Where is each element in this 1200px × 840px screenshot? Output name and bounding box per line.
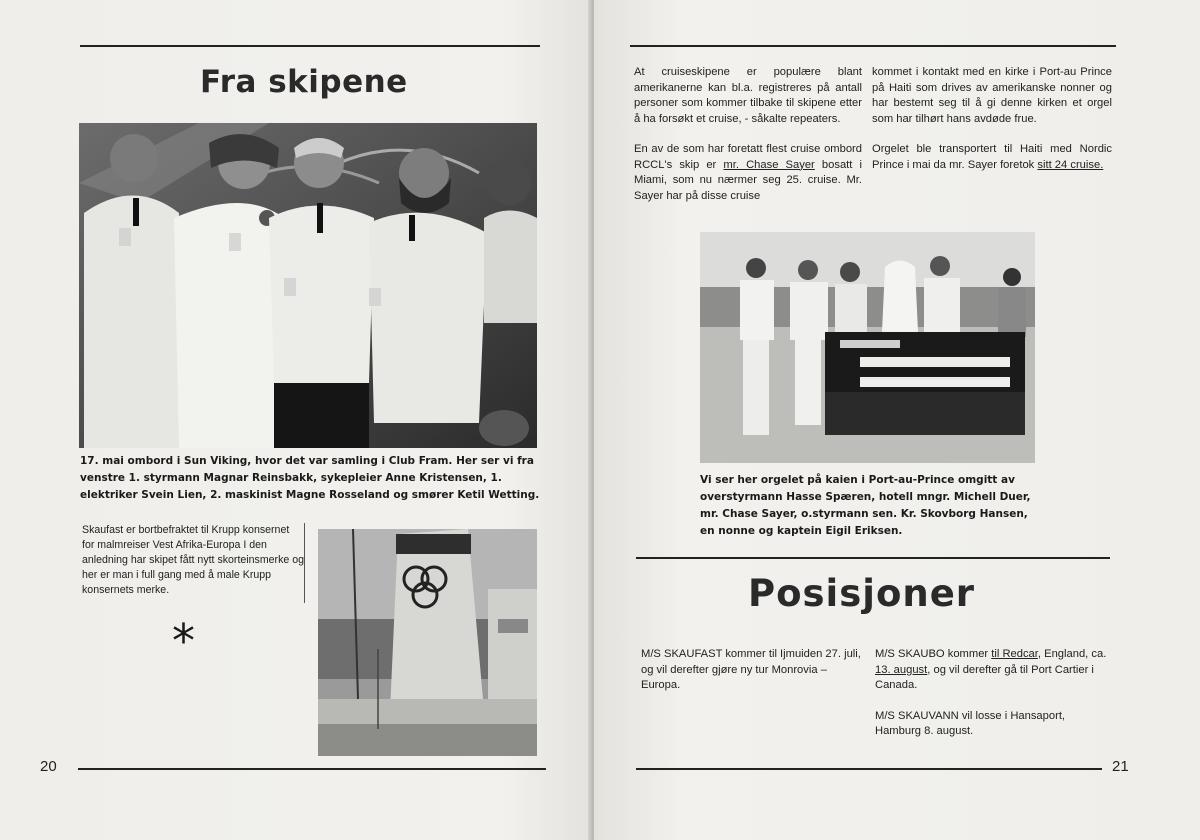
organ-quay-image [700,232,1035,463]
party-photo-caption: 17. mai ombord i Sun Viking, hvor det var samling i Club Fram. Her ser vi fra venstre 1. styrmann Magnar Reinsbakk, sykepleier Anne Kristensen, 1. elektriker Svein Lien, 2. maskinist Magne Rosseland og smører Ketil Wetting. [80,455,540,501]
article-paragraph-4 [872,142,1112,173]
position-skauvann: M/S SKAUVANN vil losse i Hansaport, Hamburg 8. august. [875,709,1066,737]
underlined-redcar: til Redcar [991,648,1038,660]
article-paragraph-3: kommet i kontakt med en kirke i Port-au Prince på Haiti som drives av amerikanske nonner og har bestemt seg til å gi denne kirken et orgel som har tilhørt hans avdøde frue. [872,66,1112,125]
page-number-right: 21 [1112,758,1129,775]
skaubo-text-c: , og vil derefter gå til Port Cartier i Canada. [875,663,1094,691]
ship-funnel-image [318,529,537,756]
paragraph-2-text-b: bosatt i Miami, som nu nærmer seg 25. cruise. Mr. Sayer har på disse cruise [634,158,862,202]
skaubo-text-a: M/S SKAUBO kommer [875,648,992,660]
underlined-cruise: sitt 24 cruise. [1037,158,1104,171]
top-rule-right [630,45,1116,47]
positions-column-2 [875,647,1113,740]
underlined-name: mr. Chase Sayer [723,158,815,171]
right-page [594,0,1200,840]
bottom-rule-right [636,768,1102,770]
party-group-photo [79,123,537,448]
organ-photo-caption: Vi ser her orgelet på kaien i Port-au-Prince omgitt av overstyrmann Hasse Spæren, hotell mngr. Michell Duer, mr. Chase Sayer, o.styrmann sen. Kr. Skovborg Hansen, en nonne og kaptein Eigil Eriksen. [700,474,1031,537]
note-margin-line [304,523,305,603]
article-column-2 [872,65,1112,173]
article-column-1 [634,65,862,204]
skaubo-text-b: , England, ca. [1037,648,1107,660]
paragraph-2-text-a: En av de som har foretatt flest cruise ombord RCCL's skip er [634,143,862,171]
party-group-image [79,123,537,448]
page-title: Fra skipene [200,64,408,100]
underlined-date: 13. august [875,663,928,676]
organ-quay-photo [700,232,1035,463]
position-skaufast: M/S SKAUFAST kommer til Ijmuiden 27. juli, og vil derefter gjøre ny tur Monrovia – Europa. [641,648,861,691]
section-divider [636,557,1110,559]
skaufast-note: Skaufast er bortbefraktet til Krupp konsernet for malmreiser Vest Afrika-Europa I den anledning har skipet fått nytt skorteinsmerke og her er man i full gang med å male Krupp konsernets merke. [82,524,304,596]
page-number-left: 20 [40,758,57,775]
article-paragraph-2 [634,142,862,204]
position-skaubo [875,647,1113,694]
section-title: Posisjoner [748,572,976,615]
asterisk-ornament: * [172,614,195,668]
paragraph-4-text: Orgelet ble transportert til Haiti med Nordic Prince i mai da mr. Sayer foretok [872,143,1112,171]
top-rule [80,45,540,47]
ship-funnel-photo [318,529,537,756]
left-page [0,0,592,840]
article-paragraph-1: At cruiseskipene er populære blant amerikanerne kan bl.a. registreres på antall personer som kommer tilbake til skipene etter å ha forsøkt et cruise, - såkalte repeaters. [634,66,862,125]
bottom-rule-left [78,768,546,770]
